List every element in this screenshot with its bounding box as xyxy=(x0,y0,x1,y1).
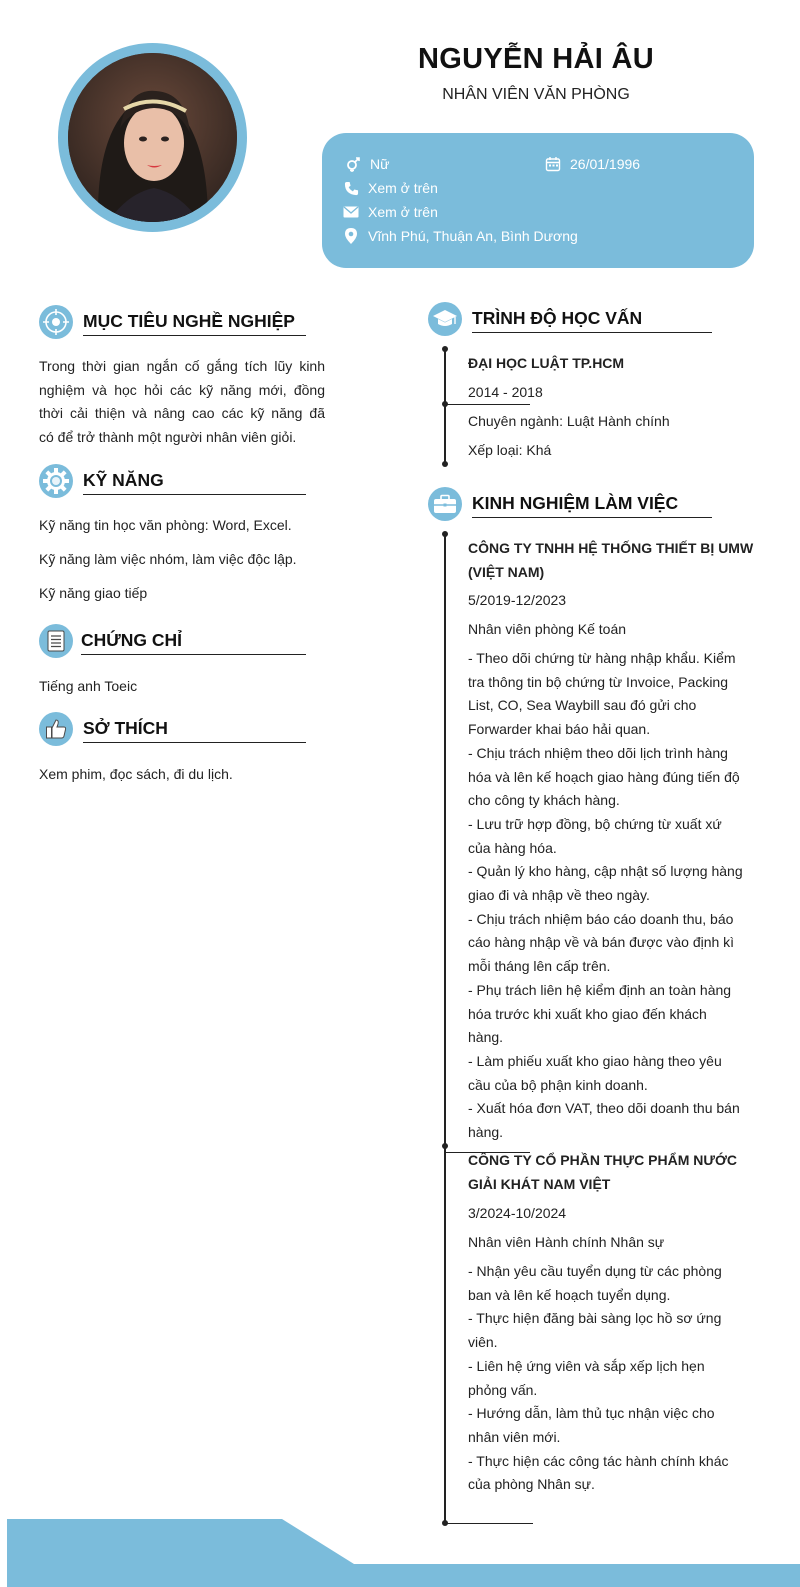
skill-item: Kỹ năng tin học văn phòng: Word, Excel. xyxy=(39,517,292,533)
phone-icon xyxy=(342,179,360,197)
desc-line: phỏng vấn. xyxy=(468,1381,538,1398)
desc-line: tra thông tin bộ chứng từ Invoice, Packing xyxy=(468,673,729,690)
skill-item: Kỹ năng giao tiếp xyxy=(39,585,148,601)
job-company xyxy=(468,537,758,584)
job-company xyxy=(468,1149,758,1196)
job-description xyxy=(468,1260,758,1497)
desc-line: cho công ty khách hàng. xyxy=(468,792,620,809)
objective-line: có để trở thành một người nhân viên giỏi. xyxy=(39,428,297,445)
desc-line: - Hướng dẫn, làm thủ tục nhận việc cho xyxy=(468,1405,715,1422)
job-title: NHÂN VIÊN VĂN PHÒNG xyxy=(442,86,630,103)
desc-line: của hàng hóa. xyxy=(468,839,557,856)
skills-heading: KỸ NĂNG xyxy=(83,470,306,495)
hobbies-heading: SỞ THÍCH xyxy=(83,718,306,743)
phone-row xyxy=(342,179,438,197)
desc-line: cầu của bộ phận kinh doanh. xyxy=(468,1076,648,1093)
desc-line: viên. xyxy=(468,1334,498,1351)
target-icon xyxy=(39,305,73,339)
timeline-dot xyxy=(442,461,448,467)
company-line: GIẢI KHÁT NAM VIỆT xyxy=(468,1175,611,1192)
job-position: Nhân viên Hành chính Nhân sự xyxy=(468,1234,665,1250)
desc-line: - Chịu trách nhiệm theo dõi lịch trình hàng xyxy=(468,744,728,761)
address-row xyxy=(342,227,578,245)
candidate-name: NGUYỄN HẢI ÂU xyxy=(418,43,654,75)
desc-line: hóa trước khi xuất kho giao đến khách xyxy=(468,1005,707,1022)
objective-text xyxy=(39,355,325,449)
desc-line: List, CO, Sea Waybill sau đó gửi cho xyxy=(468,697,697,714)
education-heading: TRÌNH ĐỘ HỌC VẤN xyxy=(472,308,712,333)
desc-line: Forwarder khai báo hải quan. xyxy=(468,721,651,738)
desc-line: hóa và lên kế hoạch giao hàng đúng tiến độ xyxy=(468,768,740,785)
birthday-row xyxy=(544,155,640,173)
desc-line: - Thực hiện đăng bài sàng lọc hồ sơ ứng xyxy=(468,1310,722,1327)
hobbies-text: Xem phim, đọc sách, đi du lịch. xyxy=(39,766,233,782)
desc-line: của phòng Nhân sự. xyxy=(468,1476,595,1493)
graduation-cap-icon xyxy=(428,302,462,336)
desc-line: giao đi và nhập về theo ngày. xyxy=(468,887,650,904)
objective-line: thời cải thiện và nâng cao các kỹ năng đã xyxy=(39,405,325,421)
briefcase-icon xyxy=(428,487,462,521)
desc-line: - Phụ trách liên hệ kiểm định an toàn hàng xyxy=(468,981,732,998)
desc-line: - Quản lý kho hàng, cập nhật số lượng hàng xyxy=(468,863,743,880)
certificate-item: Tiếng anh Toeic xyxy=(39,678,138,694)
desc-line: - Theo dõi chứng từ hàng nhập khẩu. Kiểm xyxy=(468,650,736,666)
company-line: CÔNG TY TNHH HỆ THỐNG THIẾT BỊ UMW xyxy=(468,540,754,556)
desc-line: - Làm phiếu xuất kho giao hàng theo yêu xyxy=(468,1052,722,1069)
gender-value: Nữ xyxy=(370,156,390,172)
skill-item: Kỹ năng làm việc nhóm, làm việc độc lập. xyxy=(39,551,297,567)
avatar-frame xyxy=(58,43,247,232)
desc-line: nhân viên mới. xyxy=(468,1428,561,1445)
email-row xyxy=(342,203,438,221)
education-major: Chuyên ngành: Luật Hành chính xyxy=(468,413,670,429)
desc-line: - Liên hệ ứng viên và sắp xếp lịch hẹn xyxy=(468,1357,705,1374)
timeline-dot xyxy=(442,1143,448,1149)
gear-icon xyxy=(39,464,73,498)
job-period: 5/2019-12/2023 xyxy=(468,592,567,608)
desc-line: cáo hàng nhập về và bán được vào định kì xyxy=(468,934,735,951)
contact-info-box xyxy=(322,133,754,268)
objective-line: Trong thời gian ngắn cố gắng tích lũy kinh xyxy=(39,358,325,374)
experience-heading: KINH NGHIỆM LÀM VIỆC xyxy=(472,493,712,518)
objective-line: nghiệm và học hỏi các kỹ năng mới, đồng xyxy=(39,381,325,398)
gender-row xyxy=(344,155,389,173)
footer-decoration xyxy=(0,1517,800,1587)
job-position: Nhân viên phòng Kế toán xyxy=(468,621,627,637)
email-value: Xem ở trên xyxy=(368,204,438,220)
desc-line: - Nhận yêu cầu tuyển dụng từ các phòng xyxy=(468,1263,722,1279)
calendar-icon xyxy=(544,155,562,173)
job-description xyxy=(468,647,758,1145)
desc-line: mỗi tháng lên cấp trên. xyxy=(468,958,611,975)
objective-heading: MỤC TIÊU NGHỀ NGHIỆP xyxy=(83,311,306,336)
address-value: Vĩnh Phú, Thuận An, Bình Dương xyxy=(368,228,578,244)
desc-line: hàng. xyxy=(468,1029,504,1046)
desc-line: - Chịu trách nhiệm báo cáo doanh thu, báo xyxy=(468,910,734,927)
desc-line: - Xuất hóa đơn VAT, theo dõi doanh thu bán xyxy=(468,1100,740,1117)
education-period: 2014 - 2018 xyxy=(468,384,543,400)
job-period: 3/2024-10/2024 xyxy=(468,1205,567,1221)
phone-value: Xem ở trên xyxy=(368,180,438,196)
avatar xyxy=(68,53,237,222)
document-icon xyxy=(39,624,73,658)
company-line: (VIỆT NAM) xyxy=(468,563,545,580)
envelope-icon xyxy=(342,203,360,221)
desc-line: - Lưu trữ hợp đồng, bộ chứng từ xuất xứ xyxy=(468,815,722,832)
education-grade: Xếp loại: Khá xyxy=(468,442,552,458)
location-pin-icon xyxy=(342,227,360,245)
company-line: CÔNG TY CỔ PHẦN THỰC PHẨM NƯỚC xyxy=(468,1152,738,1168)
school-name: ĐẠI HỌC LUẬT TP.HCM xyxy=(468,355,625,371)
gender-icon xyxy=(344,155,362,173)
desc-line: hàng. xyxy=(468,1124,504,1141)
birthday-value: 26/01/1996 xyxy=(570,156,641,172)
experience-timeline xyxy=(444,533,446,1523)
thumbs-up-icon xyxy=(39,712,73,746)
desc-line: ban và lên kế hoạch tuyển dụng. xyxy=(468,1286,671,1303)
certificates-heading: CHỨNG CHỈ xyxy=(81,630,306,655)
desc-line: - Thực hiện các công tác hành chính khác xyxy=(468,1452,729,1469)
